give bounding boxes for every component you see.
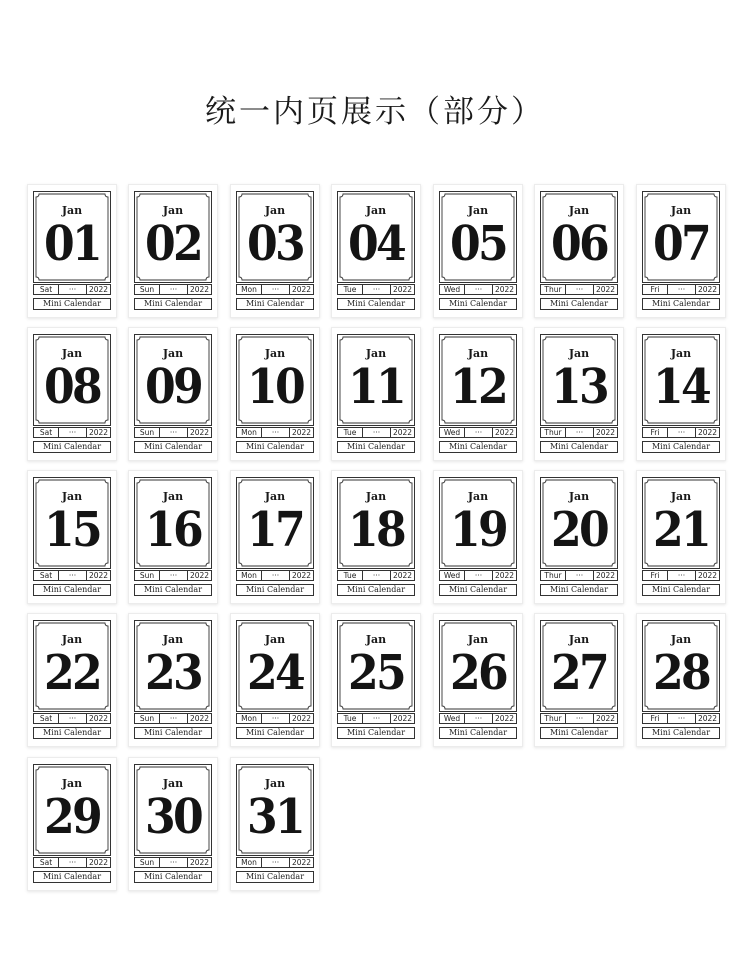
- card-day-number: 31: [247, 789, 303, 845]
- card-year: 2022: [697, 428, 718, 437]
- card-day-number: 28: [653, 645, 709, 701]
- calendar-card[interactable]: [331, 327, 421, 461]
- card-info-row: [337, 570, 415, 581]
- card-year: 2022: [494, 571, 515, 580]
- card-info-row: [33, 713, 111, 724]
- card-year: 2022: [88, 858, 109, 867]
- calendar-card[interactable]: [534, 613, 624, 747]
- card-caption: Mini Calendar: [642, 441, 720, 453]
- card-info-row: [540, 713, 618, 724]
- card-day-number: 02: [145, 216, 201, 272]
- card-month: Jan: [670, 490, 692, 503]
- calendar-card[interactable]: [534, 327, 624, 461]
- card-dots: ···: [58, 285, 87, 294]
- card-dots: ···: [565, 714, 594, 723]
- card-month: Jan: [568, 347, 590, 360]
- card-month: Jan: [568, 633, 590, 646]
- card-month: Jan: [162, 633, 184, 646]
- card-day-number: 06: [551, 216, 607, 272]
- card-year: 2022: [291, 714, 312, 723]
- card-dots: ···: [565, 428, 594, 437]
- card-year: 2022: [595, 571, 616, 580]
- card-frame: [439, 191, 517, 283]
- card-info-row: [33, 857, 111, 868]
- card-info-row: [439, 427, 517, 438]
- card-day-number: 19: [450, 502, 506, 558]
- card-year: 2022: [189, 428, 210, 437]
- calendar-card[interactable]: [230, 327, 320, 461]
- card-year: 2022: [189, 714, 210, 723]
- card-weekday: Wed: [443, 714, 461, 723]
- card-year: 2022: [392, 714, 413, 723]
- card-frame: [337, 334, 415, 426]
- card-dots: ···: [261, 858, 290, 867]
- card-day-number: 10: [247, 359, 303, 415]
- card-month: Jan: [264, 490, 286, 503]
- card-month: Jan: [467, 347, 489, 360]
- card-dots: ···: [667, 285, 696, 294]
- card-frame: [134, 477, 212, 569]
- calendar-card[interactable]: [433, 613, 523, 747]
- card-caption: Mini Calendar: [236, 727, 314, 739]
- card-weekday: Wed: [443, 285, 461, 294]
- card-caption: Mini Calendar: [33, 441, 111, 453]
- card-day-number: 17: [247, 502, 303, 558]
- card-weekday: Sun: [139, 285, 155, 294]
- card-caption: Mini Calendar: [134, 871, 212, 883]
- card-info-row: [33, 284, 111, 295]
- card-info-row: [540, 570, 618, 581]
- calendar-card[interactable]: [128, 184, 218, 318]
- card-month: Jan: [467, 490, 489, 503]
- card-year: 2022: [494, 714, 515, 723]
- card-dots: ···: [159, 714, 188, 723]
- calendar-card[interactable]: [27, 327, 117, 461]
- card-month: Jan: [467, 633, 489, 646]
- card-frame: [236, 191, 314, 283]
- card-info-row: [642, 427, 720, 438]
- card-year: 2022: [88, 714, 109, 723]
- card-month: Jan: [162, 347, 184, 360]
- card-frame: [540, 191, 618, 283]
- card-year: 2022: [697, 285, 718, 294]
- card-month: Jan: [264, 633, 286, 646]
- card-dots: ···: [464, 285, 493, 294]
- card-dots: ···: [159, 571, 188, 580]
- card-dots: ···: [261, 428, 290, 437]
- calendar-card[interactable]: [433, 327, 523, 461]
- card-info-row: [337, 713, 415, 724]
- card-frame: [337, 477, 415, 569]
- card-day-number: 22: [44, 645, 100, 701]
- card-day-number: 29: [44, 789, 100, 845]
- card-caption: Mini Calendar: [236, 871, 314, 883]
- calendar-card[interactable]: [636, 613, 726, 747]
- card-year: 2022: [291, 428, 312, 437]
- calendar-card[interactable]: [128, 470, 218, 604]
- card-weekday: Tue: [343, 714, 357, 723]
- card-frame: [134, 764, 212, 856]
- card-weekday: Tue: [343, 285, 357, 294]
- card-frame: [540, 334, 618, 426]
- card-caption: Mini Calendar: [439, 727, 517, 739]
- card-info-row: [134, 427, 212, 438]
- card-frame: [439, 620, 517, 712]
- card-day-number: 27: [551, 645, 607, 701]
- card-month: Jan: [568, 204, 590, 217]
- card-frame: [236, 334, 314, 426]
- card-month: Jan: [61, 490, 83, 503]
- card-frame: [540, 477, 618, 569]
- card-weekday: Mon: [241, 285, 257, 294]
- card-weekday: Sun: [139, 858, 155, 867]
- card-weekday: Sun: [139, 714, 155, 723]
- card-info-row: [236, 427, 314, 438]
- card-day-number: 03: [247, 216, 303, 272]
- card-year: 2022: [88, 571, 109, 580]
- card-info-row: [33, 570, 111, 581]
- card-month: Jan: [61, 204, 83, 217]
- card-weekday: Tue: [343, 428, 357, 437]
- card-info-row: [134, 857, 212, 868]
- card-caption: Mini Calendar: [134, 727, 212, 739]
- card-caption: Mini Calendar: [33, 298, 111, 310]
- card-frame: [134, 620, 212, 712]
- card-month: Jan: [467, 204, 489, 217]
- calendar-card[interactable]: [128, 613, 218, 747]
- card-month: Jan: [365, 204, 387, 217]
- card-year: 2022: [291, 571, 312, 580]
- card-weekday: Thur: [544, 428, 562, 437]
- card-frame: [439, 477, 517, 569]
- card-caption: Mini Calendar: [134, 298, 212, 310]
- card-frame: [33, 477, 111, 569]
- card-dots: ···: [159, 858, 188, 867]
- card-year: 2022: [189, 571, 210, 580]
- card-year: 2022: [392, 428, 413, 437]
- card-year: 2022: [697, 571, 718, 580]
- card-frame: [337, 191, 415, 283]
- card-weekday: Thur: [544, 571, 562, 580]
- card-year: 2022: [291, 285, 312, 294]
- card-info-row: [337, 284, 415, 295]
- card-frame: [33, 620, 111, 712]
- card-year: 2022: [189, 858, 210, 867]
- card-frame: [33, 334, 111, 426]
- card-year: 2022: [189, 285, 210, 294]
- calendar-card[interactable]: [534, 184, 624, 318]
- card-day-number: 25: [348, 645, 404, 701]
- calendar-card[interactable]: [331, 613, 421, 747]
- card-year: 2022: [595, 285, 616, 294]
- card-caption: Mini Calendar: [540, 584, 618, 596]
- card-day-number: 21: [653, 502, 709, 558]
- card-frame: [236, 764, 314, 856]
- card-day-number: 01: [44, 216, 100, 272]
- card-caption: Mini Calendar: [134, 441, 212, 453]
- card-weekday: Sun: [139, 428, 155, 437]
- card-info-row: [236, 284, 314, 295]
- card-weekday: Mon: [241, 858, 257, 867]
- calendar-card[interactable]: [636, 327, 726, 461]
- card-day-number: 15: [44, 502, 100, 558]
- card-dots: ···: [362, 285, 391, 294]
- card-dots: ···: [261, 571, 290, 580]
- calendar-card[interactable]: [230, 613, 320, 747]
- card-info-row: [642, 570, 720, 581]
- card-caption: Mini Calendar: [439, 298, 517, 310]
- card-frame: [337, 620, 415, 712]
- card-weekday: Sat: [39, 858, 53, 867]
- calendar-card[interactable]: [230, 470, 320, 604]
- card-info-row: [439, 713, 517, 724]
- card-year: 2022: [494, 285, 515, 294]
- card-dots: ···: [58, 714, 87, 723]
- card-month: Jan: [264, 777, 286, 790]
- card-caption: Mini Calendar: [337, 727, 415, 739]
- card-caption: Mini Calendar: [642, 298, 720, 310]
- card-caption: Mini Calendar: [33, 584, 111, 596]
- card-weekday: Fri: [650, 428, 660, 437]
- calendar-card[interactable]: [331, 470, 421, 604]
- card-year: 2022: [88, 428, 109, 437]
- card-weekday: Thur: [544, 285, 562, 294]
- card-month: Jan: [670, 204, 692, 217]
- calendar-card[interactable]: [534, 470, 624, 604]
- card-dots: ···: [362, 714, 391, 723]
- card-year: 2022: [88, 285, 109, 294]
- calendar-card[interactable]: [27, 757, 117, 891]
- card-day-number: 23: [145, 645, 201, 701]
- card-year: 2022: [697, 714, 718, 723]
- card-month: Jan: [61, 347, 83, 360]
- card-caption: Mini Calendar: [439, 441, 517, 453]
- card-info-row: [439, 284, 517, 295]
- card-day-number: 09: [145, 359, 201, 415]
- card-dots: ···: [362, 428, 391, 437]
- calendar-card[interactable]: [230, 184, 320, 318]
- card-weekday: Fri: [650, 571, 660, 580]
- card-weekday: Sun: [139, 571, 155, 580]
- card-day-number: 20: [551, 502, 607, 558]
- card-weekday: Mon: [241, 571, 257, 580]
- card-caption: Mini Calendar: [642, 727, 720, 739]
- card-day-number: 30: [145, 789, 201, 845]
- card-day-number: 05: [450, 216, 506, 272]
- card-year: 2022: [392, 285, 413, 294]
- card-info-row: [134, 284, 212, 295]
- card-dots: ···: [58, 858, 87, 867]
- card-month: Jan: [365, 347, 387, 360]
- card-frame: [642, 334, 720, 426]
- card-info-row: [236, 857, 314, 868]
- calendar-card[interactable]: [27, 470, 117, 604]
- card-dots: ···: [159, 428, 188, 437]
- calendar-card[interactable]: [433, 184, 523, 318]
- card-frame: [540, 620, 618, 712]
- card-year: 2022: [392, 571, 413, 580]
- calendar-card[interactable]: [433, 470, 523, 604]
- card-info-row: [439, 570, 517, 581]
- calendar-card[interactable]: [27, 184, 117, 318]
- card-weekday: Mon: [241, 714, 257, 723]
- card-frame: [33, 764, 111, 856]
- card-dots: ···: [464, 428, 493, 437]
- card-info-row: [642, 284, 720, 295]
- page-title: 统一内页展示（部分）: [205, 94, 545, 130]
- card-month: Jan: [61, 777, 83, 790]
- card-caption: Mini Calendar: [337, 584, 415, 596]
- card-dots: ···: [362, 571, 391, 580]
- card-frame: [134, 191, 212, 283]
- card-month: Jan: [365, 633, 387, 646]
- card-day-number: 13: [551, 359, 607, 415]
- card-info-row: [540, 284, 618, 295]
- card-dots: ···: [565, 571, 594, 580]
- calendar-card[interactable]: [27, 613, 117, 747]
- card-dots: ···: [667, 714, 696, 723]
- calendar-card[interactable]: [128, 327, 218, 461]
- card-frame: [236, 620, 314, 712]
- card-month: Jan: [264, 347, 286, 360]
- card-year: 2022: [595, 428, 616, 437]
- card-caption: Mini Calendar: [642, 584, 720, 596]
- card-weekday: Sat: [39, 714, 53, 723]
- card-frame: [134, 334, 212, 426]
- calendar-card[interactable]: [331, 184, 421, 318]
- card-dots: ···: [261, 714, 290, 723]
- card-weekday: Mon: [241, 428, 257, 437]
- card-year: 2022: [494, 428, 515, 437]
- card-dots: ···: [159, 285, 188, 294]
- card-caption: Mini Calendar: [134, 584, 212, 596]
- card-frame: [642, 620, 720, 712]
- card-caption: Mini Calendar: [439, 584, 517, 596]
- card-dots: ···: [667, 428, 696, 437]
- card-day-number: 14: [653, 359, 709, 415]
- card-day-number: 16: [145, 502, 201, 558]
- card-info-row: [642, 713, 720, 724]
- card-info-row: [236, 713, 314, 724]
- card-day-number: 08: [44, 359, 100, 415]
- card-dots: ···: [261, 285, 290, 294]
- card-dots: ···: [464, 714, 493, 723]
- card-frame: [642, 477, 720, 569]
- card-dots: ···: [58, 571, 87, 580]
- card-month: Jan: [162, 204, 184, 217]
- card-frame: [642, 191, 720, 283]
- card-frame: [236, 477, 314, 569]
- card-day-number: 12: [450, 359, 506, 415]
- card-frame: [33, 191, 111, 283]
- card-weekday: Wed: [443, 428, 461, 437]
- card-weekday: Sat: [39, 428, 53, 437]
- card-day-number: 18: [348, 502, 404, 558]
- card-caption: Mini Calendar: [540, 441, 618, 453]
- card-month: Jan: [670, 347, 692, 360]
- card-year: 2022: [291, 858, 312, 867]
- card-month: Jan: [61, 633, 83, 646]
- card-weekday: Tue: [343, 571, 357, 580]
- card-info-row: [236, 570, 314, 581]
- calendar-card[interactable]: [230, 757, 320, 891]
- card-dots: ···: [565, 285, 594, 294]
- card-dots: ···: [58, 428, 87, 437]
- card-year: 2022: [595, 714, 616, 723]
- calendar-card[interactable]: [128, 757, 218, 891]
- card-caption: Mini Calendar: [337, 298, 415, 310]
- card-caption: Mini Calendar: [236, 298, 314, 310]
- card-info-row: [134, 570, 212, 581]
- card-weekday: Wed: [443, 571, 461, 580]
- card-dots: ···: [667, 571, 696, 580]
- card-month: Jan: [568, 490, 590, 503]
- card-day-number: 24: [247, 645, 303, 701]
- card-info-row: [33, 427, 111, 438]
- card-day-number: 26: [450, 645, 506, 701]
- card-info-row: [134, 713, 212, 724]
- card-month: Jan: [670, 633, 692, 646]
- card-month: Jan: [162, 490, 184, 503]
- card-month: Jan: [365, 490, 387, 503]
- card-weekday: Fri: [650, 714, 660, 723]
- card-caption: Mini Calendar: [540, 727, 618, 739]
- card-weekday: Fri: [650, 285, 660, 294]
- card-weekday: Sat: [39, 285, 53, 294]
- card-frame: [439, 334, 517, 426]
- card-day-number: 07: [653, 216, 709, 272]
- card-caption: Mini Calendar: [33, 727, 111, 739]
- card-caption: Mini Calendar: [236, 441, 314, 453]
- card-caption: Mini Calendar: [33, 871, 111, 883]
- card-day-number: 04: [348, 216, 404, 272]
- card-caption: Mini Calendar: [337, 441, 415, 453]
- card-dots: ···: [464, 571, 493, 580]
- card-day-number: 11: [348, 359, 404, 415]
- calendar-card[interactable]: [636, 184, 726, 318]
- card-info-row: [540, 427, 618, 438]
- card-info-row: [337, 427, 415, 438]
- card-caption: Mini Calendar: [236, 584, 314, 596]
- card-caption: Mini Calendar: [540, 298, 618, 310]
- card-weekday: Sat: [39, 571, 53, 580]
- card-month: Jan: [162, 777, 184, 790]
- card-weekday: Thur: [544, 714, 562, 723]
- card-month: Jan: [264, 204, 286, 217]
- calendar-card[interactable]: [636, 470, 726, 604]
